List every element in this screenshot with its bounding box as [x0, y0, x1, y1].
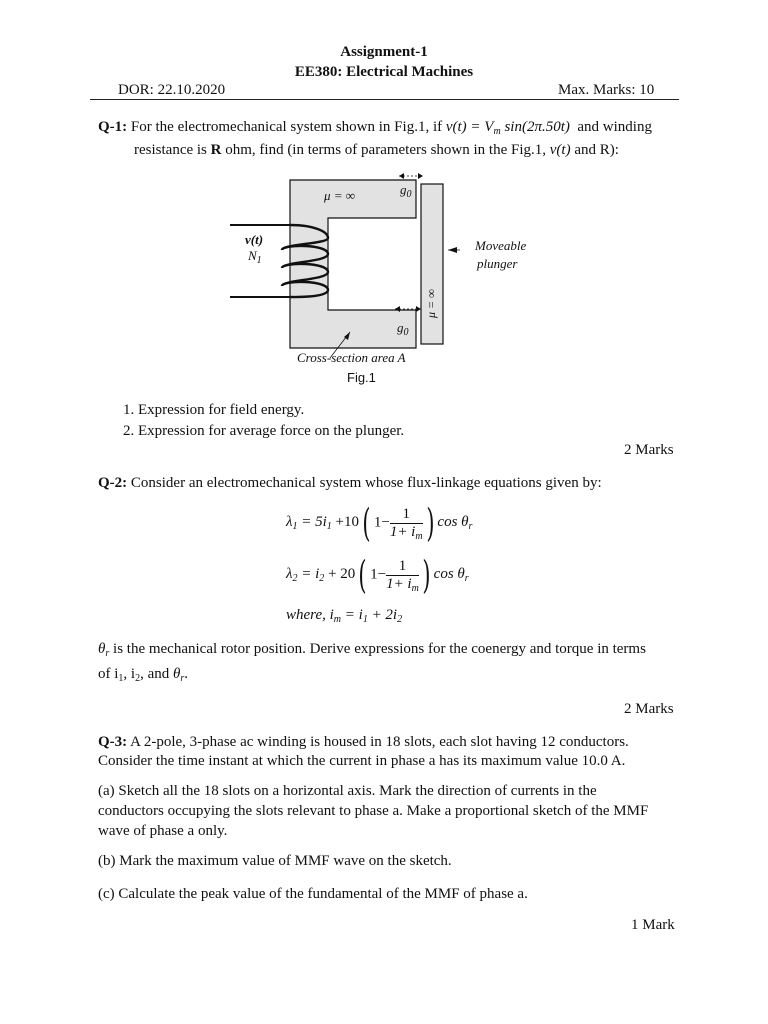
- q1-line1: [98, 117, 652, 137]
- q3-part-c: (c) Calculate the peak value of the fundamental of the MMF of phase a.: [98, 886, 528, 902]
- q3-line2: Consider the time instant at which the current in phase a has its maximum value 10.0 A.: [98, 753, 626, 769]
- q1-label: Q-1:: [98, 119, 128, 135]
- q1-text-b: and winding: [577, 119, 652, 135]
- q1-item-list: [98, 400, 404, 442]
- core-permeability-label: μ = ∞: [324, 188, 356, 203]
- plunger-pointer-head: [448, 247, 457, 253]
- header-rule: [90, 99, 679, 100]
- q2-equation-1: $\lambda_1 = 5i_1 +10$( 1− $\frac{1}{1+ i_m}$ ) $\cos \theta_r$: [286, 501, 473, 545]
- q3-marks: 1 Mark: [631, 917, 675, 933]
- q1-formula: $v(t) = V_m$ sin(2π.50t): [445, 119, 570, 137]
- date-of-release: DOR: 22.10.2020: [118, 82, 226, 98]
- q1-item-2: 2. Expression for average force on the plunger.: [138, 421, 404, 442]
- plunger-label: plunger: [477, 256, 518, 271]
- q3-part-a-line1: (a) Sketch all the 18 slots on a horizontal axis. Mark the direction of currents in the: [98, 783, 597, 799]
- max-marks: Max. Marks: 10: [558, 82, 655, 98]
- moveable-label: Moveable: [475, 238, 527, 253]
- voltage-label: v(t): [245, 232, 264, 247]
- assignment-title: Assignment-1: [340, 44, 428, 60]
- q3-part-b: (b) Mark the maximum value of MMF wave on the sketch.: [98, 853, 452, 869]
- q3-line1: Q-3: A 2-pole, 3-phase ac winding is housed in 18 slots, each slot having 12 conductors.: [98, 734, 629, 750]
- q2-equation-2: $\lambda_2 = i_2 + 20$( 1− $\frac{1}{1+ i_m}$ ) $\cos \theta_r$: [286, 553, 469, 597]
- q2-description-1: $\theta_r$ is the mechanical rotor position. Derive expressions for the coenergy and torque in terms: [98, 641, 646, 659]
- figure-caption: Fig.1: [347, 370, 376, 385]
- q2-marks: 2 Marks: [624, 701, 674, 717]
- turns-label: $N_1$: [248, 248, 262, 266]
- q1-item-1: 1. Expression for field energy.: [138, 400, 404, 421]
- q1-marks: 2 Marks: [624, 442, 674, 458]
- q1-text-a: For the electromechanical system shown in Fig.1, if: [130, 119, 443, 135]
- q3-part-a-line3: wave of phase a only.: [98, 823, 228, 839]
- q1-line2: resistance is R ohm, find (in terms of parameters shown in the Fig.1, v(t) and R):: [134, 142, 619, 158]
- q2-where-clause: where, $i_m = i_1 + 2i_2$: [286, 607, 403, 625]
- q3-part-a-line2: conductors occupying the slots relevant to phase a. Make a proportional sketch of the MMF: [98, 803, 649, 819]
- q2-line1: Q-2: Consider an electromechanical system whose flux-linkage equations given by:: [98, 475, 602, 491]
- gap-label-top: $g_0$: [400, 182, 412, 200]
- cross-section-label: Cross-section area A: [297, 350, 406, 365]
- plunger-bar: [421, 184, 443, 344]
- q2-description-2: of $i_1$, $i_2$, and $\theta_r$.: [98, 666, 189, 684]
- course-title: EE380: Electrical Machines: [294, 64, 474, 80]
- gap-label-bottom: $g_0$: [397, 320, 409, 338]
- plunger-permeability-label: μ = ∞: [424, 289, 438, 318]
